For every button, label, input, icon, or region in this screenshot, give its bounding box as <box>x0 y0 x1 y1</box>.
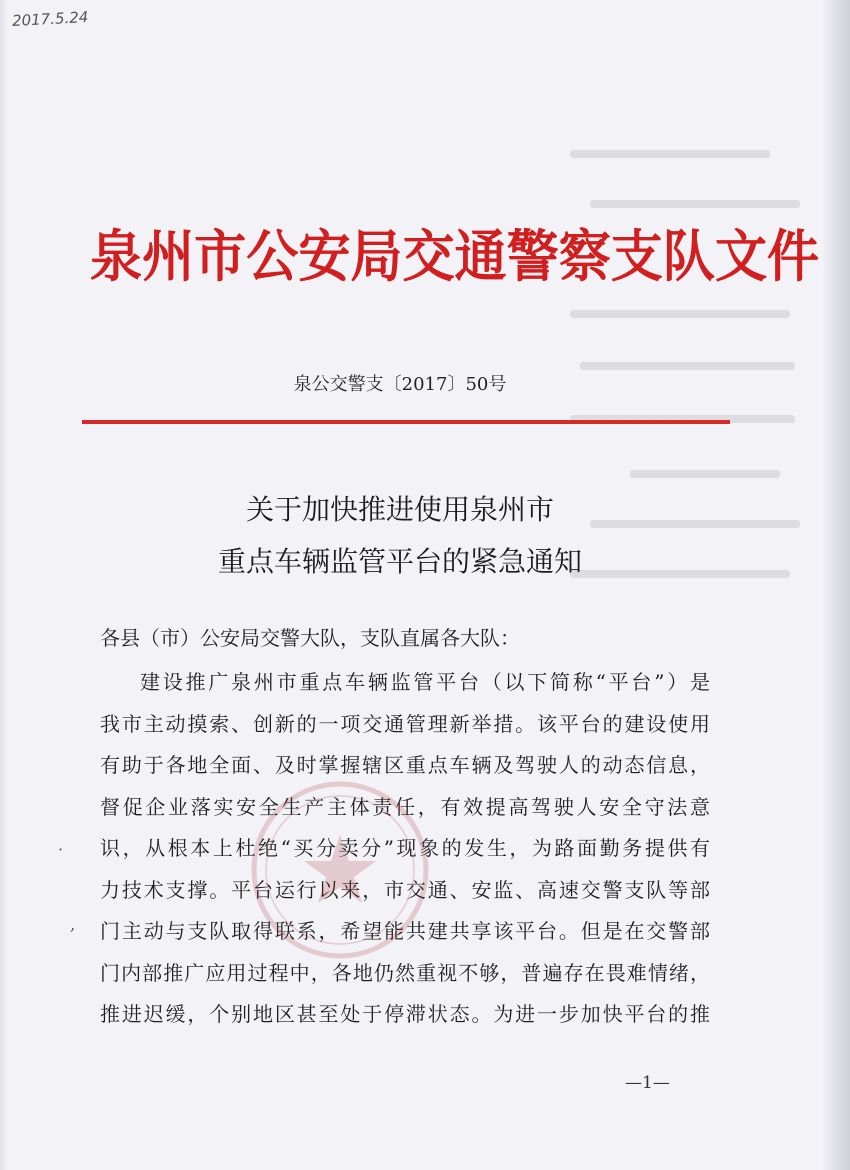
body-line: 力技术支撑。平台运行以来，市交通、安监、高速交警支队等部 <box>100 877 710 902</box>
handwritten-date: 2017.5.24 <box>11 8 89 30</box>
body-line: 督促企业落实安全生产主体责任，有效提高驾驶人安全守法意 <box>100 794 710 819</box>
scan-edge-right <box>822 0 850 1170</box>
notice-title <box>0 484 800 588</box>
seal-stamp-icon <box>245 775 435 965</box>
body-line: 门主动与支队取得联系，希望能共建共享该平台。但是在交警部 <box>100 919 710 943</box>
notice-title-line-2: 重点车辆监管平台的紧急通知 <box>217 545 582 578</box>
margin-mark: ‚ <box>70 915 76 934</box>
page-number: —1— <box>625 1073 670 1093</box>
notice-title-line-1: 关于加快推进使用泉州市 <box>245 493 554 526</box>
red-divider-rule <box>82 420 730 424</box>
salutation: 各县（市）公安局交警大队，支队直属各大队： <box>100 626 520 650</box>
body-line: 我市主动摸索、创新的一项交通管理新举措。该平台的建设使用 <box>100 711 710 736</box>
header-title: 泉州市公安局交通警察支队文件 <box>90 224 820 290</box>
body-line: 建设推广泉州市重点车辆监管平台（以下简称“平台”）是 <box>140 670 710 694</box>
body-line: 有助于各地全面、及时掌握辖区重点车辆及驾驶人的动态信息， <box>100 753 710 777</box>
margin-mark: · <box>58 840 64 859</box>
body-line: 推进迟缓，个别地区甚至处于停滞状态。为进一步加快平台的推 <box>100 1002 710 1026</box>
document-number: 泉公交警支〔2017〕50号 <box>293 374 507 395</box>
body-line: 门内部推广应用过程中，各地仍然重视不够，普遍存在畏难情绪， <box>100 960 710 985</box>
body-line: 识，从根本上杜绝“买分卖分”现象的发生，为路面勤务提供有 <box>100 836 710 860</box>
